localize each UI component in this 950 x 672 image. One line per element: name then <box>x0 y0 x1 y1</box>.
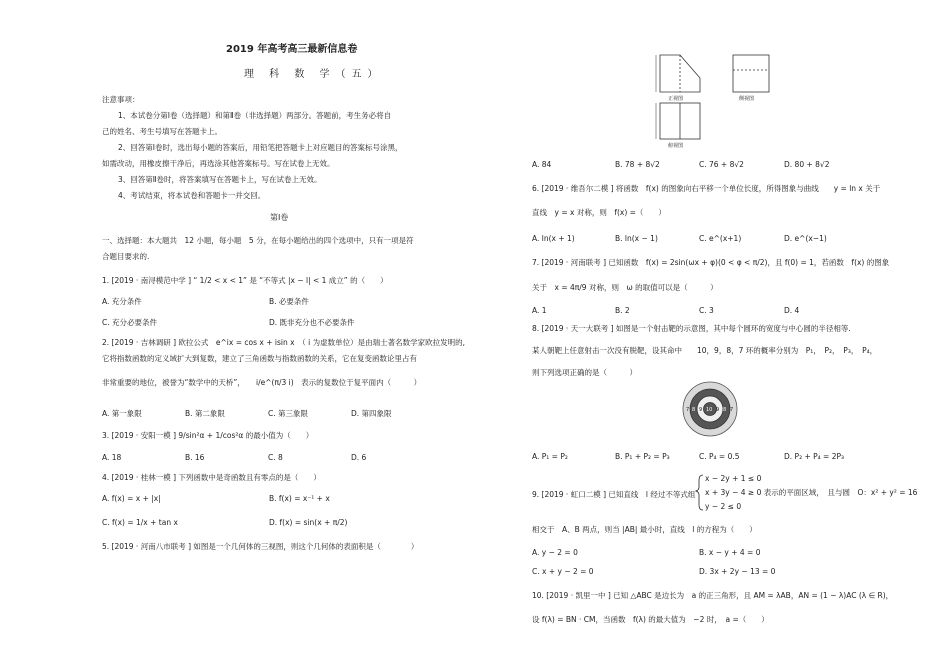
question-8-line: 8. [2019 · 天一大联考 ] 如图是一个射击靶的示意图，其中每个圆环的宽度与中心圆的半径相等. <box>532 324 851 333</box>
target-label: 8 <box>723 407 727 413</box>
top-view-label: 俯视图 <box>668 143 684 149</box>
side-view-label: 侧视图 <box>739 96 755 102</box>
q9-option-d: D. 3x + 2y − 13 = 0 <box>699 567 776 576</box>
question-4-stem: 4. [2019 · 桂林一模 ] 下列函数中是奇函数且有零点的是（ ） <box>102 473 321 482</box>
q7-option-a: A. 1 <box>532 306 547 315</box>
q8-option-c: C. P₄ = 0.5 <box>699 452 740 461</box>
section-intro: 合题目要求的. <box>102 252 150 261</box>
front-view-label: 正视图 <box>668 96 684 102</box>
q1-option-a: A. 充分条件 <box>102 297 142 306</box>
question-8-line: 某人朝靶上任意射击一次没有脱靶，设其命中 10，9，8，7 环的概率分别为 P₁， P₂， P₃， P₄， <box>532 346 878 355</box>
target-label: 7 <box>686 407 690 413</box>
q2-option-d: D. 第四象限 <box>351 409 392 418</box>
q5-option-c: C. 76 + 8√2 <box>699 160 744 169</box>
q6-option-d: D. e^(x−1) <box>784 234 827 243</box>
q4-option-d: D. f(x) = sin(x + π/2) <box>269 518 348 527</box>
q7-option-c: C. 3 <box>699 306 714 315</box>
target-label: 8 <box>692 407 696 413</box>
q9-system-line: x + 3y − 4 ≥ 0 表示的平面区域， 且与圆 O：x² + y² = 16 <box>705 488 918 497</box>
question-10-line: 10. [2019 · 凯里一中 ] 已知 △ABC 是边长为 a 的正三角形，且 AM = λAB，AN = (1 − λ)AC (λ ∈ R)， <box>532 591 894 600</box>
q9-option-a: A. y − 2 = 0 <box>532 548 578 557</box>
question-7-line: 7. [2019 · 河南联考 ] 已知函数 f(x) = 2sin(ωx + φ)(0 < φ < π/2)，且 f(0) = 1，若函数 f(x) 的图象 <box>532 258 890 267</box>
q9-option-b: B. x − y + 4 = 0 <box>699 548 761 557</box>
notes-line: 如需改动，用橡皮擦干净后，再选涂其他答案标号。写在试卷上无效。 <box>102 159 335 168</box>
q8-option-b: B. P₁ + P₂ = P₃ <box>615 452 670 461</box>
question-3-stem: 3. [2019 · 安阳一模 ] 9/sin²α + 1/cos²α 的最小值为（ ） <box>102 431 314 440</box>
notes-line: 2、回答第Ⅰ卷时，选出每小题的答案后，用铅笔把答题卡上对应题目的答案标号涂黑， <box>118 143 403 152</box>
q6-option-c: C. e^(x+1) <box>699 234 742 243</box>
q8-option-a: A. P₁ = P₂ <box>532 452 568 461</box>
q7-option-d: D. 4 <box>784 306 800 315</box>
q4-option-c: C. f(x) = 1/x + tan x <box>102 518 178 527</box>
q1-option-d: D. 既非充分也不必要条件 <box>269 318 355 327</box>
q7-option-b: B. 2 <box>615 306 630 315</box>
question-9-line: 相交于 A、B 两点，则当 |AB| 最小时，直线 l 的方程为（ ） <box>532 525 757 534</box>
section-intro: 一、选择题：本大题共 12 小题，每小题 5 分，在每小题给出的四个选项中，只有一项是符 <box>102 236 414 245</box>
question-10-line: 设 f(λ) = BN · CM，当函数 f(λ) 的最大值为 −2 时， a =（ ） <box>532 615 769 624</box>
notes-line: 1、本试卷分第Ⅰ卷（选择题）和第Ⅱ卷（非选择题）两部分。答题前，考生务必将自 <box>118 111 392 120</box>
question-2-line: 它将指数函数的定义域扩大到复数，建立了三角函数与指数函数的关系，它在复变函数论里占有 <box>102 354 417 363</box>
q9-system-line: y − 2 ≤ 0 <box>705 502 742 511</box>
q3-option-b: B. 16 <box>185 453 205 462</box>
question-5-stem: 5. [2019 · 河南八市联考 ] 如图是一个几何体的三视图，则这个几何体的表面积是（ ） <box>102 542 419 551</box>
question-8-line: 则下列选项正确的是（ ） <box>532 368 637 377</box>
q1-option-b: B. 必要条件 <box>269 297 309 306</box>
q3-option-c: C. 8 <box>268 453 283 462</box>
q5-option-d: D. 80 + 8√2 <box>784 160 830 169</box>
q8-option-d: D. P₂ + P₄ = 2P₃ <box>784 452 845 461</box>
target-label: 7 <box>730 407 734 413</box>
q3-option-a: A. 18 <box>102 453 122 462</box>
question-9-stem: 9. [2019 · 虹口二模 ] 已知直线 l 经过不等式组 <box>532 490 696 499</box>
notes-line: 4、考试结束，将本试卷和答题卡一并交回。 <box>118 191 266 200</box>
q9-system-line: x − 2y + 1 ≤ 0 <box>705 474 762 483</box>
question-2-line: 非常重要的地位，被誉为“数学中的天桥”， i/e^(π/3 i) 表示的复数位于复平面内（ ） <box>102 378 422 387</box>
paper-subject: 理 科 数 学（五） <box>244 69 384 80</box>
q9-option-c: C. x + y − 2 = 0 <box>532 567 594 576</box>
target-label: 10 <box>706 407 713 413</box>
question-7-line: 关于 x = 4π/9 对称，则 ω 的取值可以是（ ） <box>532 283 718 292</box>
question-6-line: 6. [2019 · 维吾尔二模 ] 将函数 f(x) 的图象向右平移一个单位长度，所得图象与曲线 y = ln x 关于 <box>532 184 881 193</box>
notes-line: 己的姓名、考生号填写在答题卡上。 <box>102 127 222 136</box>
q6-option-b: B. ln(x − 1) <box>615 234 658 243</box>
q3-option-d: D. 6 <box>351 453 367 462</box>
section-title: 第Ⅰ卷 <box>270 213 289 222</box>
q2-option-b: B. 第二象限 <box>185 409 225 418</box>
target-label: 9 <box>699 407 703 413</box>
q2-option-c: C. 第三象限 <box>268 409 309 418</box>
question-2-line: 2. [2019 · 吉林调研 ] 欧拉公式 e^ix = cos x + isin x （ i 为虚数单位）是由瑞士著名数学家欧拉发明的, <box>102 338 466 347</box>
notes-heading: 注意事项： <box>102 95 140 104</box>
target-label: 9 <box>716 407 720 413</box>
q1-option-c: C. 充分必要条件 <box>102 318 158 327</box>
q5-option-b: B. 78 + 8√2 <box>615 160 660 169</box>
q4-option-a: A. f(x) = x + |x| <box>102 494 161 503</box>
q4-option-b: B. f(x) = x⁻¹ + x <box>269 494 330 503</box>
question-6-line: 直线 y = x 对称，则 f(x) =（ ） <box>532 208 666 217</box>
q6-option-a: A. ln(x + 1) <box>532 234 575 243</box>
q2-option-a: A. 第一象限 <box>102 409 142 418</box>
paper-title: 2019 年高考高三最新信息卷 <box>226 44 358 55</box>
notes-line: 3、回答第Ⅱ卷时，将答案填写在答题卡上，写在试卷上无效。 <box>118 175 322 184</box>
q5-option-a: A. 84 <box>532 160 552 169</box>
question-1-stem: 1. [2019 · 南浔模范中学 ] “ 1/2 < x < 1” 是 “不等式 |x − l| < 1 成立” 的（ ） <box>102 276 388 285</box>
